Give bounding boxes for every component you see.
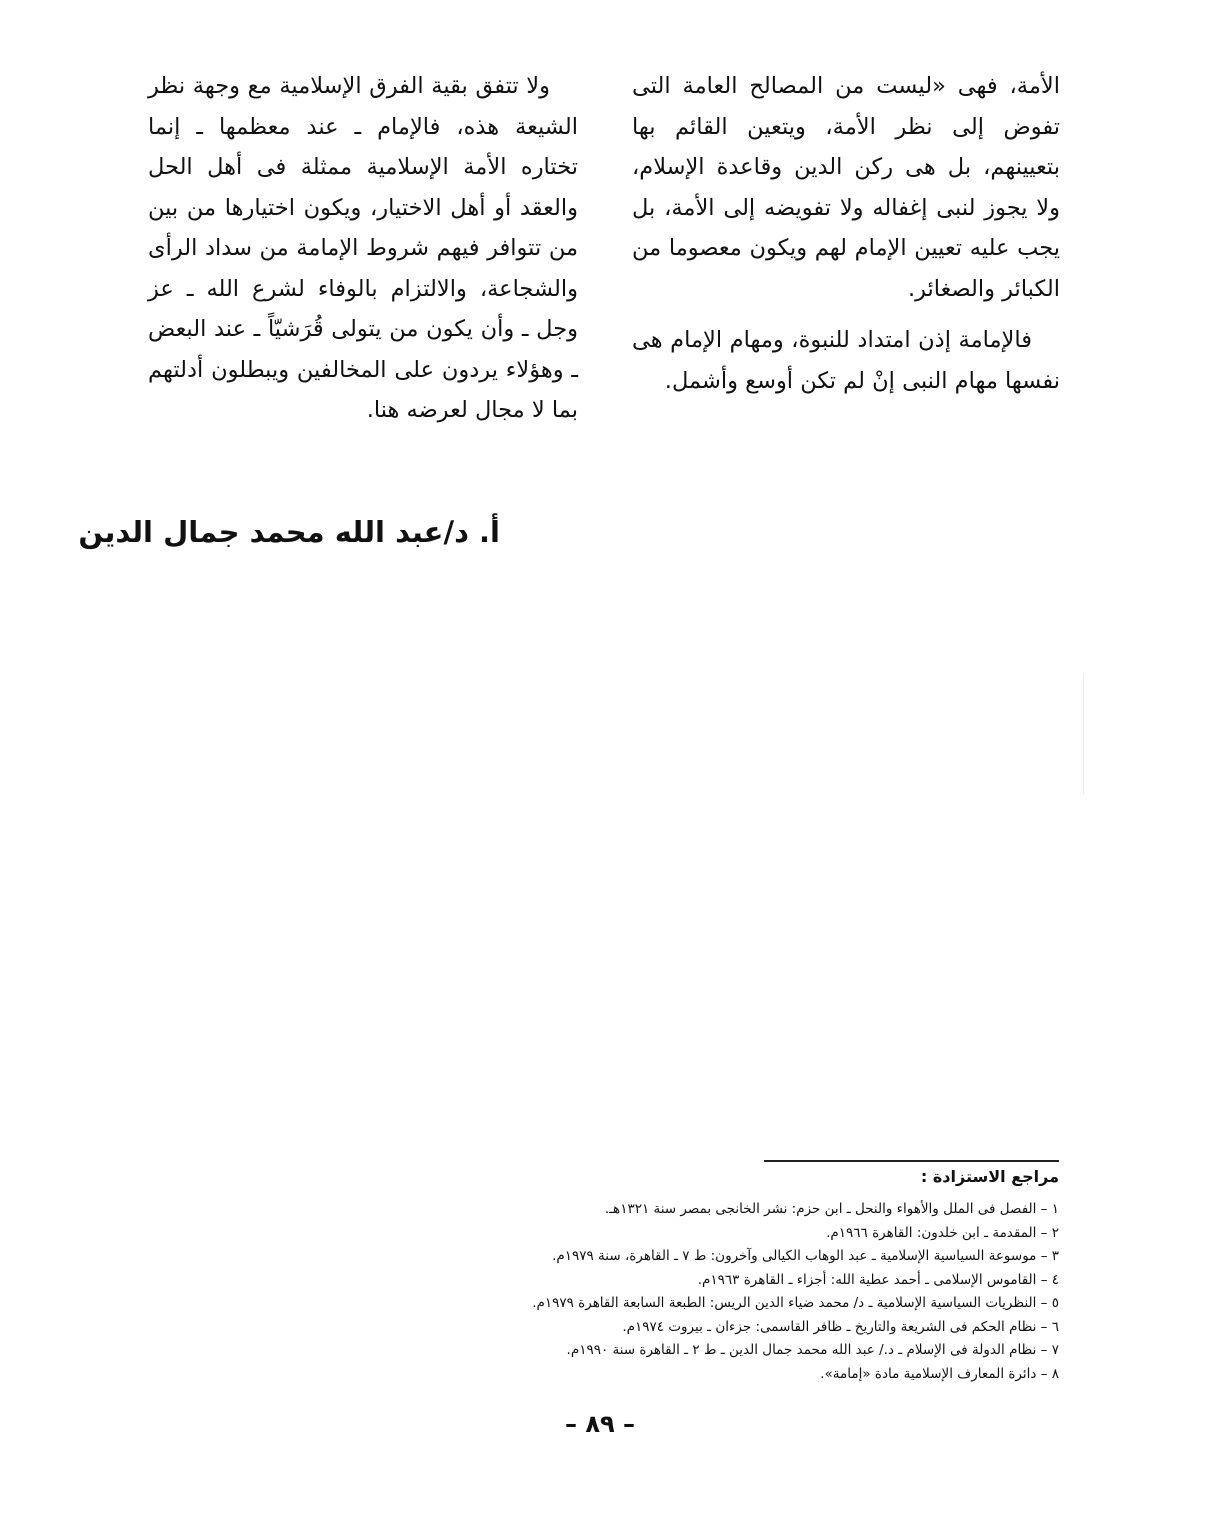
reference-item: ٢ – المقدمة ـ ابن خلدون: القاهرة ١٩٦٦م. xyxy=(826,1224,1059,1241)
references-section xyxy=(419,1164,1059,1386)
references-list xyxy=(419,1198,1059,1386)
text-column-left xyxy=(148,66,578,431)
reference-item: ٤ – القاموس الإسلامى ـ أحمد عطية الله: أجزاء ـ القاهرة ١٩٦٣م. xyxy=(697,1271,1059,1288)
reference-item: ٣ – موسوعة السياسية الإسلامية ـ عبد الوهاب الكيالى وآخرون: ط ٧ ـ القاهرة، سنة ١٩٧٩م. xyxy=(552,1248,1059,1264)
reference-item: ١ – الفصل فى الملل والأهواء والنحل ـ ابن حزم: نشر الخانجى بمصر سنة ١٣٢١هـ. xyxy=(604,1201,1059,1217)
page-number: – ٨٩ – xyxy=(564,1410,635,1438)
reference-item: ٨ – دائرة المعارف الإسلامية مادة «إمامة». xyxy=(820,1365,1059,1382)
paragraph: فالإمامة إذن امتداد للنبوة، ومهام الإمام هى نفسها مهام النبى إنْ لم تكن أوسع وأشمل. xyxy=(632,327,1060,394)
author-name: أ. د/عبد الله محمد جمال الدين xyxy=(78,515,500,549)
paragraph: ولا تتفق بقية الفرق الإسلامية مع وجهة نظر الشيعة هذه، فالإمام ـ عند معظمها ـ إنما تختاره الأمة الإسلامية ممثلة فى أهل الحل والعقد أو أهل الاختيار، ويكون اختيارها من بين من تتوافر فيهم شروط الإمامة من سداد الرأى والشجاعة، والالتزام بالوفاء لشرع الله ـ عز وجل ـ وأن يكون من يتولى قُرَشيّاً ـ عند البعض ـ وهؤلاء يردون على المخالفين ويبطلون أدلتهم بما لا مجال لعرضه هنا. xyxy=(148,73,578,423)
reference-item: ٦ – نظام الحكم فى الشريعة والتاريخ ـ ظافر القاسمى: جزءان ـ بيروت ١٩٧٤م. xyxy=(622,1318,1059,1335)
references-divider xyxy=(764,1160,1059,1162)
scan-artifact xyxy=(1083,675,1084,795)
paragraph: الأمة، فهى «ليست من المصالح العامة التى تفوض إلى نظر الأمة، ويتعين القائم بها بتعيينهم، بل هى ركن الدين وقاعدة الإسلام، ولا يجوز لنبى إغفاله ولا تفويضه إلى الأمة، بل يجب عليه تعيين الإمام لهم ويكون معصوما من الكبائر والصغائر. xyxy=(632,73,1060,302)
reference-item: ٧ – نظام الدولة فى الإسلام ـ د./ عبد الله محمد جمال الدين ـ ط ٢ ـ القاهرة سنة ١٩٩٠م. xyxy=(566,1342,1059,1358)
text-column-right xyxy=(632,66,1060,401)
reference-item: ٥ – النظريات السياسية الإسلامية ـ د/ محمد ضياء الدين الريس: الطبعة السابعة القاهرة ١٩٧٩م. xyxy=(532,1295,1059,1311)
references-heading: مراجع الاستزادة : xyxy=(920,1167,1059,1186)
